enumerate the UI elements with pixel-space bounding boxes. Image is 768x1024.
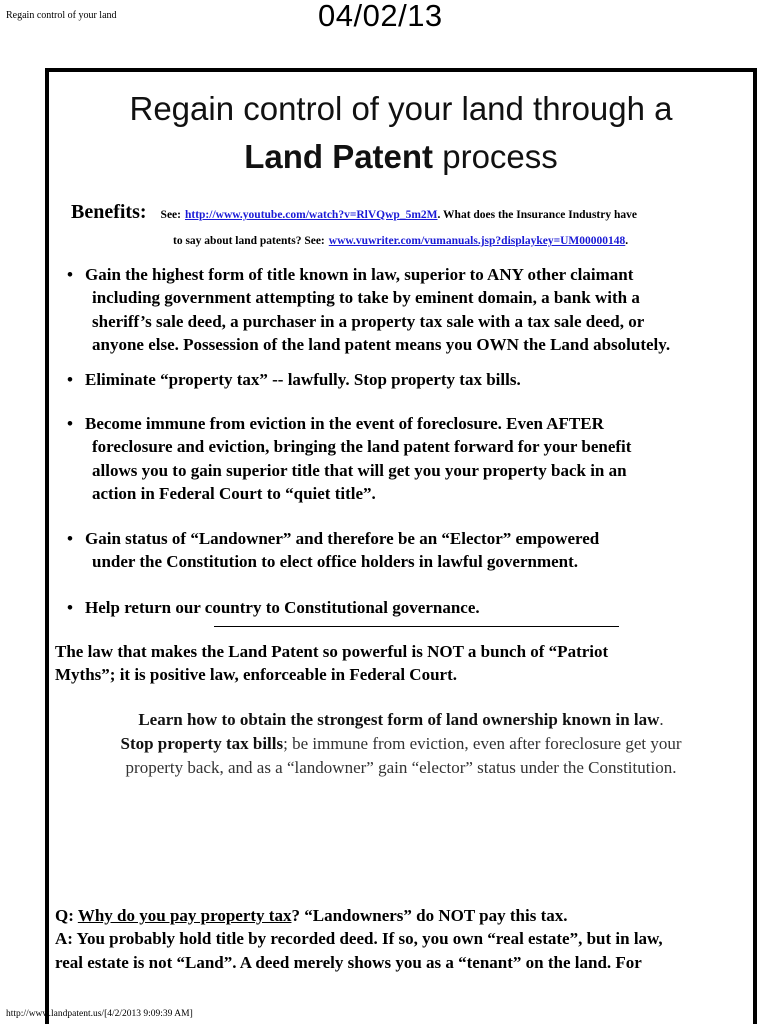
benefits-row-2: [173, 231, 628, 249]
learn-line-3: property back, and as a “landowner” gain “elector” status under the Constitution.: [125, 758, 677, 777]
bullet-line: Eliminate “property tax” -- lawfully. Stop property tax bills.: [85, 370, 521, 389]
title-bold: Land Patent: [244, 138, 434, 175]
benefits-see: See:: [160, 209, 181, 221]
a-line-2: real estate is not “Land”. A deed merely shows you as a “tenant” on the land. For: [55, 952, 642, 972]
qa-section: [55, 904, 755, 974]
bullet-dot: •: [67, 370, 73, 389]
bullet-line: foreclosure and eviction, bringing the land patent forward for your benefit: [92, 437, 632, 457]
vuwriter-link[interactable]: www.vuwriter.com/vumanuals.jsp?displaykey=UM00000148: [328, 235, 626, 247]
q-prefix: Q:: [55, 906, 74, 925]
bullet-dot: •: [67, 598, 73, 617]
bullet-line: including government attempting to take by eminent domain, a bank with a: [92, 288, 640, 308]
bullet-dot: •: [67, 529, 73, 548]
benefits-heading: Benefits:: [71, 201, 147, 223]
law-line-2: Myths”; it is positive law, enforceable in Federal Court.: [55, 665, 457, 685]
bullet-line: allows you to gain superior title that will get you your property back in an: [92, 460, 627, 480]
bullet-dot: •: [67, 265, 73, 284]
benefits-end: .: [625, 235, 629, 247]
benefits-line2-prefix: to say about land patents? See:: [173, 235, 325, 247]
bullet-line: Become immune from eviction in the event of foreclosure. Even AFTER: [85, 414, 604, 433]
bullet-line: Gain status of “Landowner” and therefore be an “Elector” empowered: [85, 529, 600, 548]
q-underlined: Why do you pay property tax: [77, 906, 292, 925]
bullet-item: [67, 368, 757, 391]
bullet-item: [67, 412, 757, 506]
learn-line-1-end: .: [659, 710, 664, 729]
bullet-item: [67, 527, 757, 574]
bullet-item: [67, 263, 757, 357]
bullet-item: [67, 596, 757, 619]
header-date: 04/02/13: [318, 0, 443, 33]
section-divider: [214, 626, 619, 627]
benefits-row: [71, 201, 637, 224]
bullet-line: anyone else. Possession of the land patent means you OWN the Land absolutely.: [92, 335, 671, 355]
bullet-line: Help return our country to Constitutional governance.: [85, 598, 480, 617]
title-line-1: Regain control of your land through a: [129, 90, 673, 127]
bullet-line: Gain the highest form of title known in law, superior to ANY other claimant: [85, 265, 634, 284]
law-paragraph: [55, 640, 745, 687]
law-line-1: The law that makes the Land Patent so powerful is NOT a bunch of “Patriot: [55, 642, 609, 661]
youtube-link[interactable]: http://www.youtube.com/watch?v=RlVQwp_5m2M: [184, 209, 438, 221]
a-line-1: A: You probably hold title by recorded deed. If so, you own “real estate”, but in law,: [55, 929, 663, 949]
bullet-dot: •: [67, 414, 73, 433]
document-frame: [45, 68, 757, 1024]
footer-url: http://www.landpatent.us/[4/2/2013 9:09:39 AM]: [6, 1009, 193, 1019]
bullet-line: sheriff’s sale deed, a purchaser in a property tax sale with a tax sale deed, or: [92, 311, 645, 331]
benefits-mid: . What does the Insurance Industry have: [437, 209, 637, 221]
learn-line-2-bold: Stop property tax bills: [120, 734, 284, 753]
title-rest: process: [442, 138, 558, 175]
learn-line-2-rest: ; be immune from eviction, even after foreclosure get your: [283, 734, 682, 753]
learn-line-1-bold: Learn how to obtain the strongest form of land ownership known in law: [138, 710, 660, 729]
q-rest: ? “Landowners” do NOT pay this tax.: [291, 906, 568, 925]
bullet-line: under the Constitution to elect office holders in lawful government.: [92, 552, 579, 572]
learn-paragraph: [49, 708, 753, 780]
title-line-2: [49, 138, 753, 176]
header-label: Regain control of your land: [6, 10, 117, 21]
bullet-line: action in Federal Court to “quiet title”.: [92, 484, 376, 504]
